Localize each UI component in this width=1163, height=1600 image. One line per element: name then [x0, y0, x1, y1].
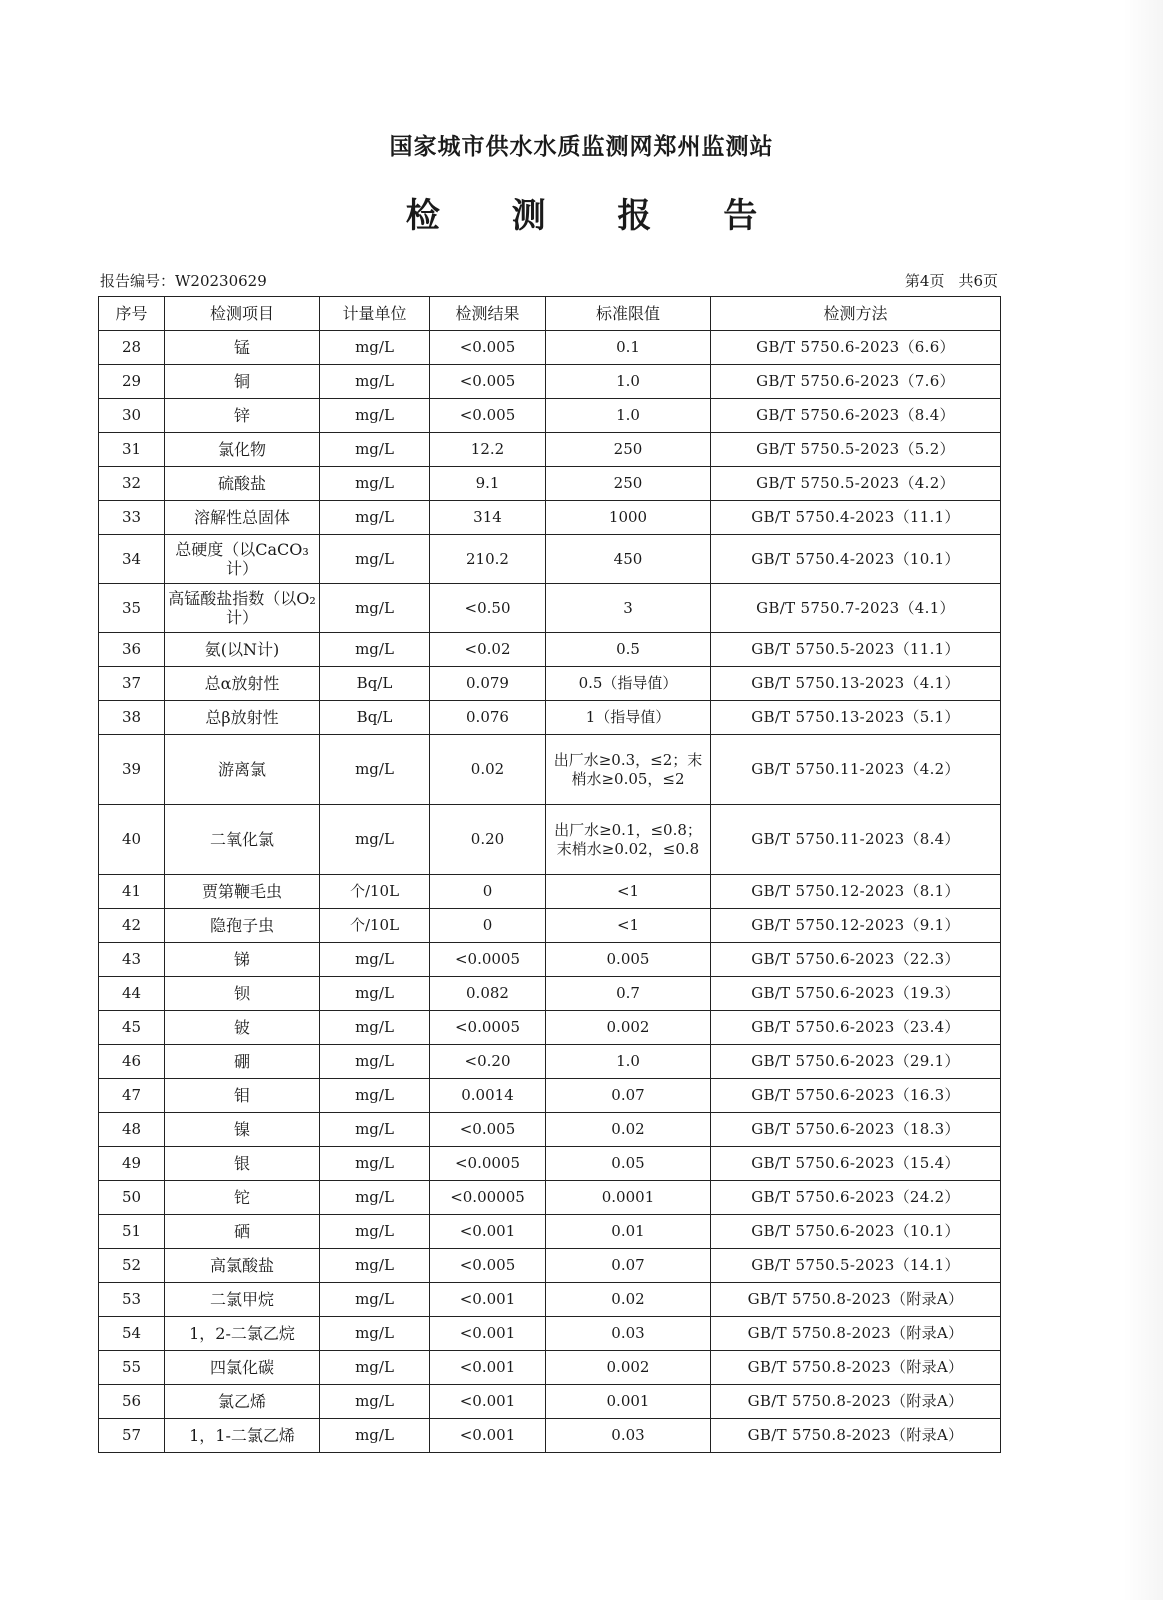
table-row — [99, 1147, 1001, 1181]
table-row — [99, 365, 1001, 399]
cell-result: <0.005 — [430, 1249, 546, 1283]
cell-method: GB/T 5750.6-2023（7.6） — [711, 365, 1001, 399]
cell-limit: 0.02 — [546, 1283, 711, 1317]
cell-unit: mg/L — [320, 805, 430, 875]
cell-result: 0.082 — [430, 977, 546, 1011]
cell-item: 锰 — [165, 331, 320, 365]
col-header-method: 检测方法 — [711, 297, 1001, 331]
cell-result: <0.02 — [430, 633, 546, 667]
cell-no: 36 — [99, 633, 165, 667]
cell-method: GB/T 5750.6-2023（29.1） — [711, 1045, 1001, 1079]
cell-method: GB/T 5750.8-2023（附录A） — [711, 1283, 1001, 1317]
table-row — [99, 1283, 1001, 1317]
table-header-row — [99, 297, 1001, 331]
results-table — [98, 296, 1001, 1453]
cell-unit: mg/L — [320, 365, 430, 399]
cell-unit: mg/L — [320, 1385, 430, 1419]
cell-method: GB/T 5750.8-2023（附录A） — [711, 1317, 1001, 1351]
cell-no: 43 — [99, 943, 165, 977]
cell-no: 55 — [99, 1351, 165, 1385]
cell-unit: mg/L — [320, 735, 430, 805]
page-indicator — [905, 270, 998, 291]
table-row — [99, 1385, 1001, 1419]
cell-no: 46 — [99, 1045, 165, 1079]
table-row — [99, 701, 1001, 735]
cell-result: <0.001 — [430, 1317, 546, 1351]
page-current: 第4页 — [904, 272, 945, 290]
cell-method: GB/T 5750.5-2023（14.1） — [711, 1249, 1001, 1283]
cell-result: <0.0005 — [430, 943, 546, 977]
cell-no: 40 — [99, 805, 165, 875]
cell-method: GB/T 5750.4-2023（10.1） — [711, 535, 1001, 584]
table-row — [99, 467, 1001, 501]
cell-no: 54 — [99, 1317, 165, 1351]
report-number: 报告编号：W20230629 — [100, 272, 267, 290]
cell-item: 1，2-二氯乙烷 — [165, 1317, 320, 1351]
cell-item: 氨(以N计) — [165, 633, 320, 667]
cell-result: 0.20 — [430, 805, 546, 875]
cell-unit: mg/L — [320, 501, 430, 535]
cell-unit: mg/L — [320, 1351, 430, 1385]
cell-limit: 0.7 — [546, 977, 711, 1011]
page-total: 共6页 — [958, 272, 998, 290]
col-header-unit: 计量单位 — [320, 297, 430, 331]
cell-limit: <1 — [546, 909, 711, 943]
table-row — [99, 399, 1001, 433]
cell-unit: mg/L — [320, 584, 430, 633]
cell-method: GB/T 5750.5-2023（4.2） — [711, 467, 1001, 501]
cell-unit: mg/L — [320, 1249, 430, 1283]
cell-result: <0.20 — [430, 1045, 546, 1079]
cell-no: 52 — [99, 1249, 165, 1283]
cell-limit: 250 — [546, 467, 711, 501]
cell-no: 31 — [99, 433, 165, 467]
cell-unit: mg/L — [320, 1317, 430, 1351]
cell-result: <0.005 — [430, 1113, 546, 1147]
cell-unit: 个/10L — [320, 909, 430, 943]
cell-method: GB/T 5750.6-2023（10.1） — [711, 1215, 1001, 1249]
cell-item: 二氯甲烷 — [165, 1283, 320, 1317]
table-row — [99, 331, 1001, 365]
cell-item: 铍 — [165, 1011, 320, 1045]
cell-item: 锑 — [165, 943, 320, 977]
cell-unit: mg/L — [320, 1011, 430, 1045]
cell-method: GB/T 5750.6-2023（24.2） — [711, 1181, 1001, 1215]
cell-no: 38 — [99, 701, 165, 735]
cell-limit: 450 — [546, 535, 711, 584]
cell-result: 210.2 — [430, 535, 546, 584]
cell-result: <0.005 — [430, 331, 546, 365]
cell-limit: 250 — [546, 433, 711, 467]
cell-method: GB/T 5750.8-2023（附录A） — [711, 1419, 1001, 1453]
cell-result: <0.005 — [430, 365, 546, 399]
cell-no: 47 — [99, 1079, 165, 1113]
table-row — [99, 1181, 1001, 1215]
cell-no: 44 — [99, 977, 165, 1011]
cell-unit: mg/L — [320, 1113, 430, 1147]
cell-unit: Bq/L — [320, 667, 430, 701]
cell-no: 29 — [99, 365, 165, 399]
cell-unit: mg/L — [320, 1147, 430, 1181]
cell-limit: 0.005 — [546, 943, 711, 977]
cell-limit: 1.0 — [546, 399, 711, 433]
cell-limit: 0.07 — [546, 1079, 711, 1113]
table-row — [99, 909, 1001, 943]
organization-name: 国家城市供水水质监测网郑州监测站 — [389, 134, 774, 160]
cell-result: 0 — [430, 875, 546, 909]
table-row — [99, 1419, 1001, 1453]
table-row — [99, 535, 1001, 584]
report-title: 检 测 报 告 — [405, 196, 788, 236]
cell-result: <0.001 — [430, 1419, 546, 1453]
table-row — [99, 875, 1001, 909]
cell-result: 0.076 — [430, 701, 546, 735]
cell-no: 45 — [99, 1011, 165, 1045]
cell-unit: mg/L — [320, 1215, 430, 1249]
cell-method: GB/T 5750.12-2023（9.1） — [711, 909, 1001, 943]
cell-limit: 0.5 — [546, 633, 711, 667]
cell-item: 锌 — [165, 399, 320, 433]
cell-item: 铊 — [165, 1181, 320, 1215]
cell-no: 30 — [99, 399, 165, 433]
cell-method: GB/T 5750.12-2023（8.1） — [711, 875, 1001, 909]
cell-limit: 3 — [546, 584, 711, 633]
cell-method: GB/T 5750.11-2023（8.4） — [711, 805, 1001, 875]
table-row — [99, 735, 1001, 805]
cell-item: 总β放射性 — [165, 701, 320, 735]
cell-result: <0.0005 — [430, 1011, 546, 1045]
cell-method: GB/T 5750.4-2023（11.1） — [711, 501, 1001, 535]
cell-unit: mg/L — [320, 535, 430, 584]
cell-unit: mg/L — [320, 1045, 430, 1079]
cell-no: 50 — [99, 1181, 165, 1215]
cell-result: <0.00005 — [430, 1181, 546, 1215]
cell-no: 33 — [99, 501, 165, 535]
cell-unit: 个/10L — [320, 875, 430, 909]
cell-method: GB/T 5750.6-2023（18.3） — [711, 1113, 1001, 1147]
cell-result: 12.2 — [430, 433, 546, 467]
cell-limit: 0.002 — [546, 1351, 711, 1385]
cell-item: 硒 — [165, 1215, 320, 1249]
cell-item: 高锰酸盐指数（以O₂计） — [165, 584, 320, 633]
cell-unit: mg/L — [320, 1079, 430, 1113]
col-header-no: 序号 — [99, 297, 165, 331]
table-row — [99, 1045, 1001, 1079]
cell-unit: mg/L — [320, 1283, 430, 1317]
cell-result: 9.1 — [430, 467, 546, 501]
cell-unit: mg/L — [320, 977, 430, 1011]
table-row — [99, 1011, 1001, 1045]
scan-page-edge — [1123, 0, 1163, 1600]
table-row — [99, 584, 1001, 633]
cell-item: 二氧化氯 — [165, 805, 320, 875]
cell-item: 总硬度（以CaCO₃计） — [165, 535, 320, 584]
cell-method: GB/T 5750.8-2023（附录A） — [711, 1351, 1001, 1385]
cell-item: 银 — [165, 1147, 320, 1181]
cell-item: 硼 — [165, 1045, 320, 1079]
cell-limit: 出厂水≥0.1，≤0.8；末梢水≥0.02，≤0.8 — [546, 805, 711, 875]
cell-limit: 0.002 — [546, 1011, 711, 1045]
cell-item: 氯化物 — [165, 433, 320, 467]
cell-item: 四氯化碳 — [165, 1351, 320, 1385]
table-row — [99, 1249, 1001, 1283]
cell-result: 0.02 — [430, 735, 546, 805]
cell-method: GB/T 5750.11-2023（4.2） — [711, 735, 1001, 805]
cell-limit: 0.05 — [546, 1147, 711, 1181]
cell-method: GB/T 5750.6-2023（19.3） — [711, 977, 1001, 1011]
table-row — [99, 433, 1001, 467]
cell-no: 37 — [99, 667, 165, 701]
cell-item: 游离氯 — [165, 735, 320, 805]
cell-method: GB/T 5750.13-2023（5.1） — [711, 701, 1001, 735]
cell-no: 53 — [99, 1283, 165, 1317]
cell-no: 49 — [99, 1147, 165, 1181]
col-header-limit: 标准限值 — [546, 297, 711, 331]
cell-item: 高氯酸盐 — [165, 1249, 320, 1283]
cell-limit: 1.0 — [546, 1045, 711, 1079]
cell-method: GB/T 5750.6-2023（22.3） — [711, 943, 1001, 977]
cell-no: 51 — [99, 1215, 165, 1249]
cell-no: 48 — [99, 1113, 165, 1147]
cell-limit: 0.02 — [546, 1113, 711, 1147]
table-row — [99, 805, 1001, 875]
cell-limit: <1 — [546, 875, 711, 909]
cell-no: 34 — [99, 535, 165, 584]
cell-item: 硫酸盐 — [165, 467, 320, 501]
cell-item: 镍 — [165, 1113, 320, 1147]
cell-no: 56 — [99, 1385, 165, 1419]
cell-method: GB/T 5750.13-2023（4.1） — [711, 667, 1001, 701]
cell-result: <0.001 — [430, 1385, 546, 1419]
cell-method: GB/T 5750.6-2023（15.4） — [711, 1147, 1001, 1181]
table-row — [99, 633, 1001, 667]
cell-no: 28 — [99, 331, 165, 365]
cell-unit: mg/L — [320, 399, 430, 433]
table-row — [99, 1113, 1001, 1147]
cell-limit: 0.001 — [546, 1385, 711, 1419]
cell-method: GB/T 5750.6-2023（16.3） — [711, 1079, 1001, 1113]
cell-method: GB/T 5750.5-2023（11.1） — [711, 633, 1001, 667]
table-row — [99, 501, 1001, 535]
cell-no: 39 — [99, 735, 165, 805]
cell-method: GB/T 5750.5-2023（5.2） — [711, 433, 1001, 467]
cell-no: 35 — [99, 584, 165, 633]
cell-item: 贾第鞭毛虫 — [165, 875, 320, 909]
cell-result: 0 — [430, 909, 546, 943]
cell-unit: mg/L — [320, 633, 430, 667]
col-header-result: 检测结果 — [430, 297, 546, 331]
cell-limit: 0.1 — [546, 331, 711, 365]
cell-unit: mg/L — [320, 467, 430, 501]
table-row — [99, 1215, 1001, 1249]
cell-no: 42 — [99, 909, 165, 943]
cell-result: <0.50 — [430, 584, 546, 633]
cell-unit: mg/L — [320, 331, 430, 365]
cell-result: <0.005 — [430, 399, 546, 433]
cell-method: GB/T 5750.6-2023（23.4） — [711, 1011, 1001, 1045]
cell-item: 隐孢子虫 — [165, 909, 320, 943]
table-row — [99, 943, 1001, 977]
cell-unit: mg/L — [320, 1419, 430, 1453]
cell-unit: mg/L — [320, 943, 430, 977]
table-body — [99, 331, 1001, 1453]
cell-no: 57 — [99, 1419, 165, 1453]
cell-item: 总α放射性 — [165, 667, 320, 701]
cell-unit: mg/L — [320, 1181, 430, 1215]
cell-item: 1，1-二氯乙烯 — [165, 1419, 320, 1453]
cell-no: 41 — [99, 875, 165, 909]
cell-item: 钼 — [165, 1079, 320, 1113]
cell-limit: 出厂水≥0.3，≤2；末梢水≥0.05，≤2 — [546, 735, 711, 805]
cell-item: 钡 — [165, 977, 320, 1011]
cell-item: 溶解性总固体 — [165, 501, 320, 535]
cell-result: 0.0014 — [430, 1079, 546, 1113]
cell-result: 0.079 — [430, 667, 546, 701]
cell-limit: 0.07 — [546, 1249, 711, 1283]
cell-method: GB/T 5750.7-2023（4.1） — [711, 584, 1001, 633]
cell-limit: 0.5（指导值） — [546, 667, 711, 701]
table-row — [99, 1079, 1001, 1113]
cell-result: <0.001 — [430, 1215, 546, 1249]
cell-result: <0.001 — [430, 1283, 546, 1317]
cell-method: GB/T 5750.6-2023（8.4） — [711, 399, 1001, 433]
table-row — [99, 1351, 1001, 1385]
cell-method: GB/T 5750.6-2023（6.6） — [711, 331, 1001, 365]
cell-limit: 1（指导值） — [546, 701, 711, 735]
cell-item: 氯乙烯 — [165, 1385, 320, 1419]
table-row — [99, 667, 1001, 701]
cell-limit: 1000 — [546, 501, 711, 535]
cell-limit: 1.0 — [546, 365, 711, 399]
cell-item: 铜 — [165, 365, 320, 399]
cell-limit: 0.01 — [546, 1215, 711, 1249]
cell-result: <0.001 — [430, 1351, 546, 1385]
cell-limit: 0.03 — [546, 1419, 711, 1453]
cell-limit: 0.0001 — [546, 1181, 711, 1215]
cell-limit: 0.03 — [546, 1317, 711, 1351]
report-meta — [100, 270, 998, 292]
cell-method: GB/T 5750.8-2023（附录A） — [711, 1385, 1001, 1419]
table-row — [99, 1317, 1001, 1351]
cell-result: <0.0005 — [430, 1147, 546, 1181]
cell-result: 314 — [430, 501, 546, 535]
cell-unit: mg/L — [320, 433, 430, 467]
table-row — [99, 977, 1001, 1011]
col-header-item: 检测项目 — [165, 297, 320, 331]
cell-no: 32 — [99, 467, 165, 501]
cell-unit: Bq/L — [320, 701, 430, 735]
